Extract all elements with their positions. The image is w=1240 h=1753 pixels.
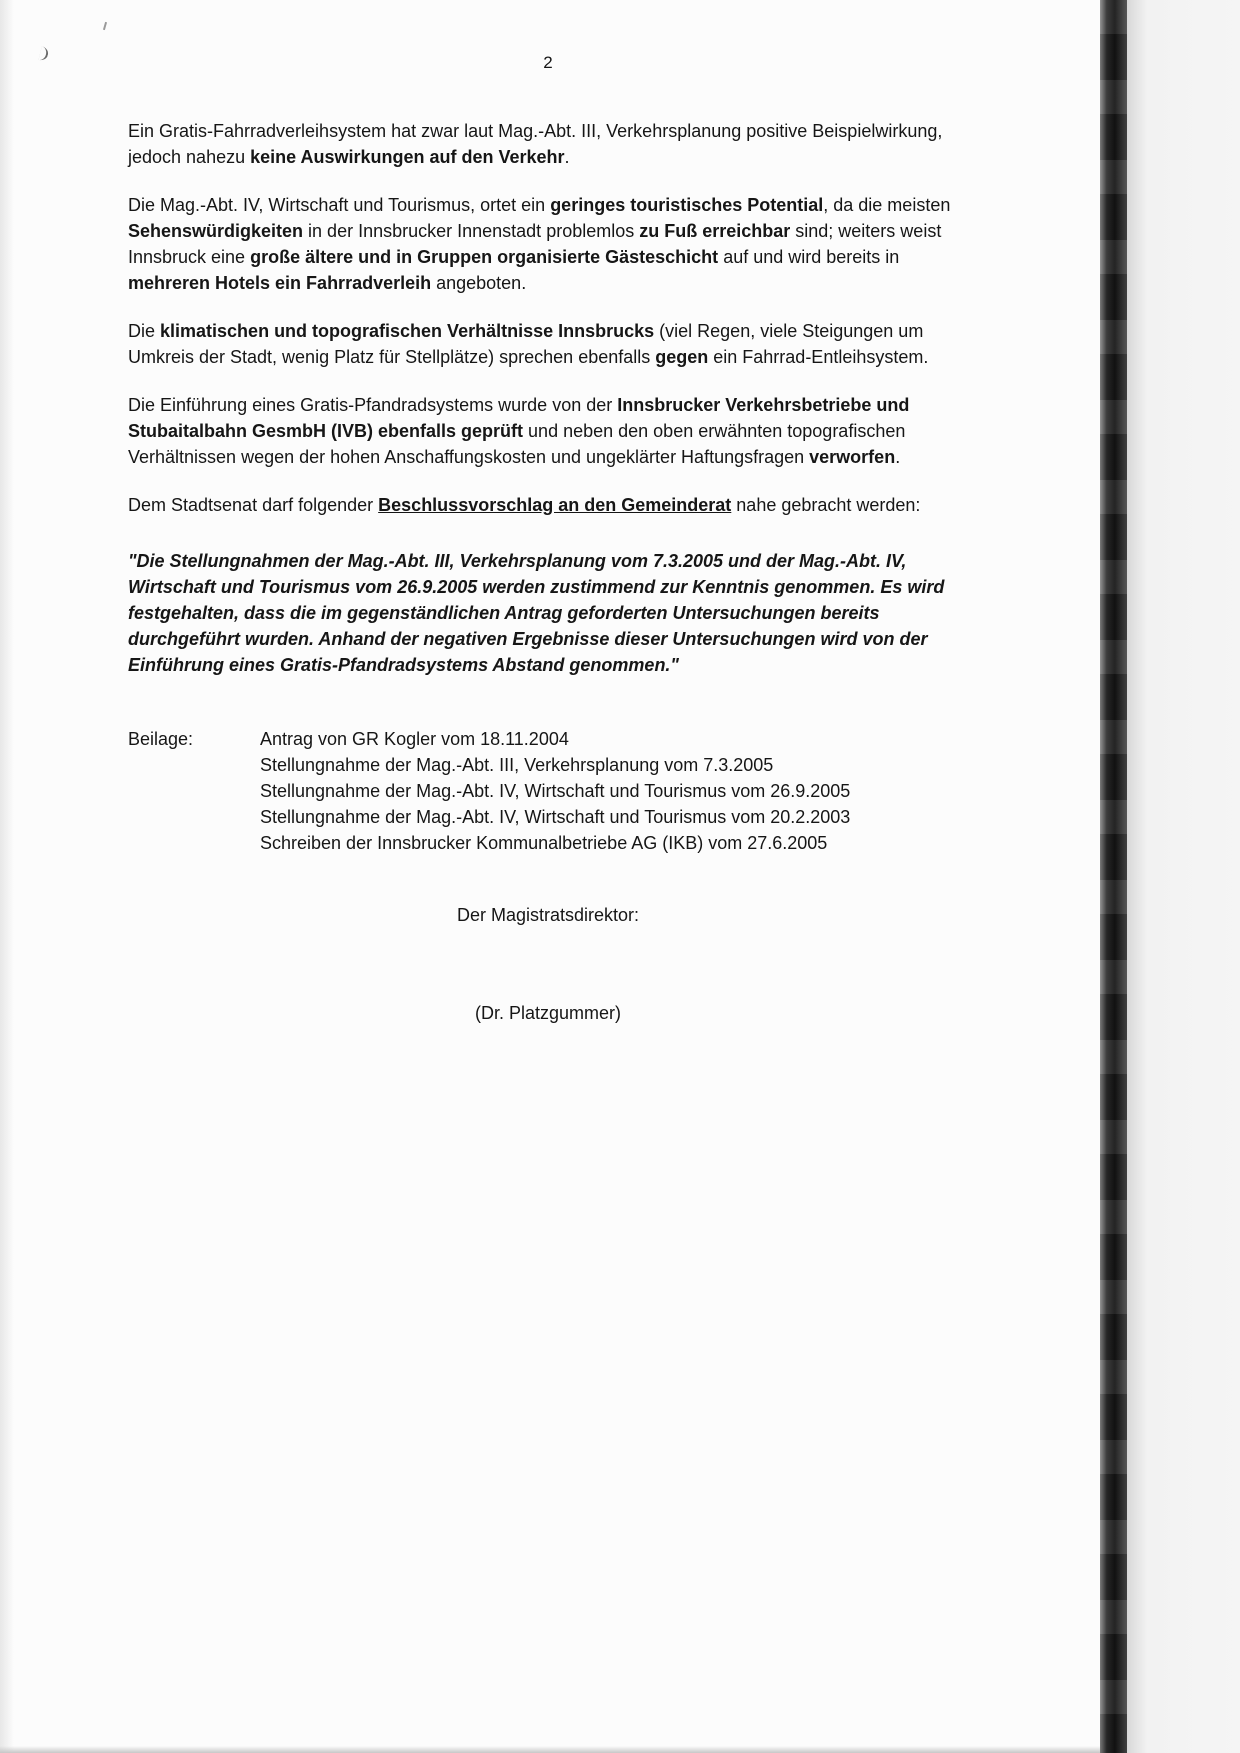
- text-run: .: [564, 147, 570, 167]
- scan-right-margin: [1127, 0, 1240, 1753]
- paragraph-bikeshare-effect: [128, 118, 968, 170]
- text-run-bold: verworfen: [809, 447, 896, 467]
- document-content: [128, 50, 968, 1026]
- text-run: angeboten.: [431, 273, 527, 293]
- attachment-item: Stellungnahme der Mag.-Abt. IV, Wirtschaft und Tourismus vom 20.2.2003: [260, 807, 851, 827]
- text-run: in der Innsbrucker Innenstadt problemlos: [303, 221, 640, 241]
- attachments-section: [128, 726, 968, 856]
- signature-name: (Dr. Platzgummer): [474, 1003, 622, 1023]
- scan-bottom-edge: [0, 1746, 1100, 1753]
- text-run-bold: geringes touristisches Potential: [550, 195, 824, 215]
- paragraph-resolution-quote: [128, 548, 968, 678]
- text-run-bold: große ältere und in Gruppen organisierte Gästeschicht: [250, 247, 719, 267]
- text-run: ein Fahrrad-Entleihsystem.: [708, 347, 929, 367]
- text-run-bold: zu Fuß erreichbar: [639, 221, 791, 241]
- attachment-item: Schreiben der Innsbrucker Kommunalbetriebe AG (IKB) vom 27.6.2005: [260, 833, 828, 853]
- text-run: Die Einführung eines Gratis-Pfandradsystems wurde von der: [128, 395, 618, 415]
- text-run: Ein Gratis-Fahrradverleihsystem hat zwar laut Mag.-Abt. III, Verkehrsplanung positive Beispielwirkung, jedoch nahezu: [128, 121, 948, 167]
- text-run: sind; weiters weist Innsbruck eine: [128, 221, 947, 267]
- page-number: 2: [543, 53, 553, 72]
- paragraph-resolution-intro: [128, 492, 968, 518]
- scan-left-edge: [0, 0, 14, 1753]
- text-run-bold-italic: "Die Stellungnahmen der Mag.-Abt. III, Verkehrsplanung vom 7.3.2005 und der Mag.-Abt. IV, Wirtschaft und Tourismus vom 26.9.2005 werden zustimmend zur Kenntnis genommen. Es wird festgehalten, dass die im gegenständlichen Antrag geforderten Untersuchungen bereits durchgeführt wurden. Anhand der negativen Ergebnisse dieser Untersuchungen wird von der Einführung eines Gratis-Pfandradsystems Abstand genommen.": [128, 551, 950, 675]
- text-run-bold: keine Auswirkungen auf den Verkehr: [250, 147, 565, 167]
- paragraph-ivb-review: [128, 392, 968, 470]
- text-run-bold: Sehenswürdigkeiten: [128, 221, 304, 241]
- scan-mark: [103, 22, 107, 30]
- attachment-item: Stellungnahme der Mag.-Abt. III, Verkehrsplanung vom 7.3.2005: [260, 755, 774, 775]
- text-run: Die: [128, 321, 161, 341]
- paragraph-tourism: [128, 192, 968, 296]
- text-run: (viel Regen, viele Steigungen um Umkreis der Stadt, wenig Platz für Stellplätze) sprechen ebenfalls: [128, 321, 929, 367]
- attachments-label: Beilage:: [128, 729, 194, 749]
- text-run: Die Mag.-Abt. IV, Wirtschaft und Tourismus, ortet ein: [128, 195, 551, 215]
- text-run-bold: gegen: [655, 347, 709, 367]
- scan-binding-shadow: [1100, 0, 1127, 1753]
- attachments-list: [260, 726, 968, 856]
- signature-title: Der Magistratsdirektor:: [456, 905, 640, 925]
- text-run: , da die meisten: [823, 195, 956, 215]
- text-run: .: [895, 447, 901, 467]
- text-run-bold: klimatischen und topografischen Verhältnisse Innsbrucks: [160, 321, 655, 341]
- attachment-item: Antrag von GR Kogler vom 18.11.2004: [260, 729, 569, 749]
- text-run-bold: Innsbrucker Verkehrsbetriebe und Stubaitalbahn GesmbH (IVB) ebenfalls geprüft: [128, 395, 915, 441]
- text-run: Dem Stadtsenat darf folgender: [128, 495, 379, 515]
- attachment-item: Stellungnahme der Mag.-Abt. IV, Wirtschaft und Tourismus vom 26.9.2005: [260, 781, 851, 801]
- text-run: und neben den oben erwähnten topografischen Verhältnissen wegen der hohen Anschaffungskosten und ungeklärter Haftungsfragen: [128, 421, 911, 467]
- paragraph-climate: [128, 318, 968, 370]
- text-run-bold-underline: Beschlussvorschlag an den Gemeinderat: [378, 495, 732, 515]
- text-run: nahe gebracht werden:: [731, 495, 921, 515]
- text-run-bold: mehreren Hotels ein Fahrradverleih: [128, 273, 432, 293]
- scan-mark: [38, 46, 49, 62]
- text-run: auf und wird bereits in: [718, 247, 905, 267]
